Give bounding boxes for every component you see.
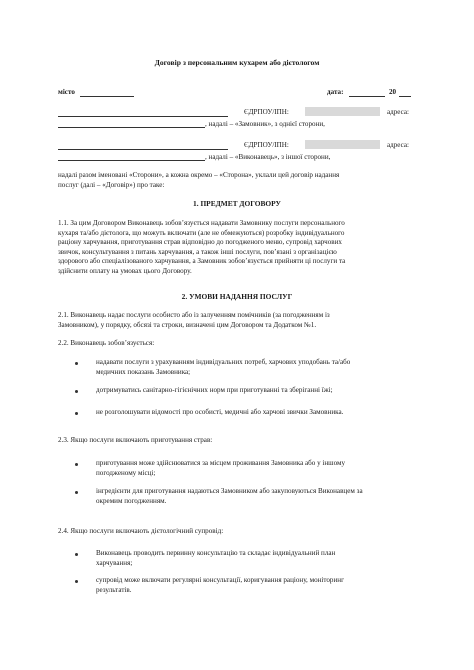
list-item-line: дотримуватись санітарно-гігієнічних норм при приготуванні та зберіганні їжі;: [96, 386, 333, 394]
list-item-line: Виконавець проводить первинну консультацію та складає індивідуальний план: [96, 549, 336, 557]
party1-edrpou-label: ЄДРПОУ/ІПН:: [244, 108, 289, 116]
list-item-line: окремим погодженням.: [96, 496, 167, 505]
list-item: [96, 459, 421, 478]
year-label: 20: [389, 88, 397, 96]
date-field[interactable]: [349, 96, 385, 97]
intro-paragraph: [58, 171, 420, 190]
list-item-line: супровід може включати регулярні консультації, коригування раціону, моніторинг: [96, 576, 344, 584]
clause-2-4: 2.4. Якщо послуги включають дієтологічний супровід:: [58, 527, 224, 535]
clause-line: 1.1. За цим Договором Виконавець зобов’язується надавати Замовнику послуги персонального: [58, 219, 345, 227]
city-label: місто: [58, 88, 75, 96]
list-item: [96, 358, 421, 377]
section-2-heading: 2. УМОВИ НАДАННЯ ПОСЛУГ: [181, 292, 293, 301]
list-item: [96, 576, 421, 595]
clause-line: здійснити оплату на умовах цього Договору.: [58, 266, 192, 275]
party2-role-text: , надалі – «Виконавець», з іншої сторони,: [205, 153, 331, 161]
bullet-icon: [75, 553, 78, 556]
list-item: [96, 408, 421, 418]
section-1-heading: 1. ПРЕДМЕТ ДОГОВОРУ: [193, 199, 281, 208]
party1-name-field[interactable]: [58, 116, 228, 117]
party2-edrpou-field[interactable]: [305, 140, 380, 149]
bullet-icon: [75, 491, 78, 494]
party1-edrpou-field[interactable]: [305, 107, 380, 116]
clause-2-2: 2.2. Виконавець зобов’язується:: [58, 339, 155, 347]
list-item-line: приготування може здійснюватися за місцем проживання Замовника або у іншому: [96, 459, 346, 467]
clause-line: кухаря та/або дієтолога, що можуть включати (але не обмежуються) розробку індивідуального: [58, 228, 345, 237]
intro-line: надалі разом іменовані «Сторони», а кожна окремо – «Сторона», уклали цей договір надання: [58, 171, 340, 179]
bullet-icon: [75, 580, 78, 583]
list-item: [96, 549, 421, 568]
list-item: [96, 487, 421, 506]
year-field[interactable]: [399, 96, 411, 97]
party2-address-field[interactable]: [58, 160, 205, 161]
list-item-line: надавати послуги з урахуванням індивідуальних потреб, харчових уподобань та/або: [96, 358, 351, 366]
list-item: [96, 386, 421, 396]
party2-address-label: адреса:: [387, 141, 409, 149]
party1-address-label: адреса:: [387, 108, 409, 116]
list-item-line: результатів.: [96, 585, 132, 594]
clause-line: 2.1. Виконавець надає послуги особисто або із залученням помічників (за погодженням із: [58, 311, 330, 319]
document-title: Договір з персональним кухарем або дієтологом: [154, 58, 320, 67]
list-item-line: не розголошувати відомості про особисті, медичні або харчові звички Замовника.: [96, 408, 344, 416]
list-item-line: інгредієнти для приготування надаються Замовником або закуповуються Виконавцем за: [96, 487, 363, 495]
bullet-icon: [75, 390, 78, 393]
list-item-line: погодженому місці;: [96, 468, 156, 477]
bullet-icon: [75, 463, 78, 466]
clause-line: звичок, консультування з питань харчування, а також інші послуги, пов’язані з організацією: [58, 247, 337, 256]
clause-line: Замовником), у порядку, обсязі та строки, визначені цим Договором та Додатком №1.: [58, 320, 317, 329]
party2-edrpou-label: ЄДРПОУ/ІПН:: [244, 141, 289, 149]
clause-2-1: [58, 311, 420, 330]
clause-1-1: [58, 219, 420, 277]
city-field[interactable]: [80, 96, 134, 97]
clause-2-3: 2.3. Якщо послуги включають приготування страв:: [58, 436, 213, 444]
bullet-icon: [75, 362, 78, 365]
list-item-line: медичних показань Замовника;: [96, 367, 191, 376]
date-label: дата:: [327, 88, 344, 96]
intro-line: послуг (далі – «Договір») про таке:: [58, 180, 165, 189]
party1-address-field[interactable]: [58, 127, 205, 128]
party2-name-field[interactable]: [58, 149, 228, 150]
clause-line: здорового або спеціалізованого харчування, а Замовник зобов’язується прийняти ці послуги та: [58, 257, 346, 266]
bullet-icon: [75, 412, 78, 415]
list-item-line: харчування;: [96, 558, 133, 567]
party1-role-text: , надалі – «Замовник», з однієї сторони,: [205, 120, 325, 128]
clause-line: раціону харчування, приготування страв відповідно до погодженого меню, супровід харчових: [58, 238, 342, 247]
